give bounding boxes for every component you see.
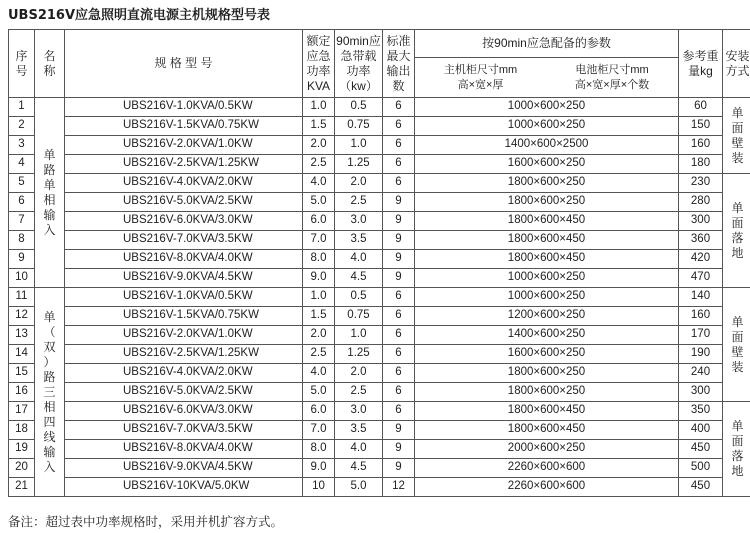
- load-power-cell: 1.25: [335, 345, 383, 364]
- model-cell: UBS216V-8.0KVA/4.0KW: [65, 440, 303, 459]
- rated-power-cell: 4.0: [303, 174, 335, 193]
- load-power-cell: 4.5: [335, 459, 383, 478]
- install-method-text: 单 面 落 地: [731, 200, 744, 260]
- table-row: [9, 440, 750, 459]
- model-cell: UBS216V-9.0KVA/4.5KW: [65, 459, 303, 478]
- cabinet-size-cell: 1800×600×450: [415, 231, 679, 250]
- header-battery-size: [575, 63, 649, 93]
- model-cell: UBS216V-10KVA/5.0KW: [65, 478, 303, 497]
- install-method-text: 单 面 落 地: [731, 419, 744, 478]
- load-power-cell: 0.5: [335, 288, 383, 307]
- cabinet-size-cell: 1200×600×250: [415, 307, 679, 326]
- outputs-cell: 6: [383, 383, 415, 402]
- cabinet-size-cell: 1800×600×250: [415, 383, 679, 402]
- weight-cell: 280: [679, 193, 723, 212]
- outputs-cell: 9: [383, 193, 415, 212]
- install-method: [723, 288, 750, 402]
- outputs-cell: 6: [383, 364, 415, 383]
- table-row: [9, 155, 750, 174]
- outputs-cell: 6: [383, 307, 415, 326]
- row-number: 1: [9, 98, 35, 117]
- outputs-cell: 6: [383, 345, 415, 364]
- load-power-cell: 0.5: [335, 98, 383, 117]
- table-row: [9, 383, 750, 402]
- cabinet-size-cell: 1000×600×250: [415, 269, 679, 288]
- table-row: [9, 117, 750, 136]
- table-row: [9, 269, 750, 288]
- footnote: 备注：超过表中功率规格时，采用并机扩容方式。: [8, 514, 284, 529]
- outputs-cell: 9: [383, 459, 415, 478]
- table-row: [9, 459, 750, 478]
- header-battery-size-line1: 电池柜尺寸mm: [575, 63, 649, 76]
- install-method-text: 单 面 壁 装: [731, 314, 744, 374]
- table-body: [9, 98, 750, 497]
- load-power-cell: 3.0: [335, 402, 383, 421]
- table-row: [9, 193, 750, 212]
- install-method: [723, 98, 750, 174]
- table-row: [9, 478, 750, 497]
- weight-cell: 230: [679, 174, 723, 193]
- model-cell: UBS216V-1.5KVA/0.75KW: [65, 117, 303, 136]
- weight-cell: 500: [679, 459, 723, 478]
- weight-cell: 300: [679, 212, 723, 231]
- load-power-cell: 1.25: [335, 155, 383, 174]
- row-number: 19: [9, 440, 35, 459]
- model-cell: UBS216V-6.0KVA/3.0KW: [65, 402, 303, 421]
- header-outputs: [383, 30, 415, 98]
- table-row: [9, 98, 750, 117]
- load-power-cell: 0.75: [335, 307, 383, 326]
- header-host-size-line1: 主机柜尺寸mm: [443, 63, 518, 76]
- install-method: [723, 402, 750, 497]
- model-cell: UBS216V-1.5KVA/0.75KW: [65, 307, 303, 326]
- row-number: 18: [9, 421, 35, 440]
- header-load-text: 90min应 急带载功率 （kw）: [336, 33, 381, 93]
- rated-power-cell: 4.0: [303, 364, 335, 383]
- group-name: [35, 288, 65, 497]
- cabinet-size-cell: 1800×600×450: [415, 250, 679, 269]
- cabinet-size-cell: 1000×600×250: [415, 117, 679, 136]
- weight-cell: 470: [679, 269, 723, 288]
- weight-cell: 350: [679, 402, 723, 421]
- load-power-cell: 4.0: [335, 440, 383, 459]
- table-row: [9, 250, 750, 269]
- row-number: 11: [9, 288, 35, 307]
- header-seq-text: 序 号: [15, 48, 28, 78]
- row-number: 21: [9, 478, 35, 497]
- outputs-cell: 6: [383, 174, 415, 193]
- cabinet-size-cell: 1800×600×450: [415, 212, 679, 231]
- cabinet-size-cell: 2260×600×600: [415, 459, 679, 478]
- table-row: [9, 136, 750, 155]
- model-cell: UBS216V-2.0KVA/1.0KW: [65, 326, 303, 345]
- cabinet-size-cell: 1600×600×250: [415, 155, 679, 174]
- cabinet-size-cell: 1800×600×450: [415, 402, 679, 421]
- rated-power-cell: 2.5: [303, 155, 335, 174]
- row-number: 8: [9, 231, 35, 250]
- rated-power-cell: 1.5: [303, 307, 335, 326]
- weight-cell: 140: [679, 288, 723, 307]
- load-power-cell: 4.5: [335, 269, 383, 288]
- rated-power-cell: 8.0: [303, 440, 335, 459]
- row-number: 20: [9, 459, 35, 478]
- rated-power-cell: 2.0: [303, 326, 335, 345]
- cabinet-size-cell: 1800×600×250: [415, 364, 679, 383]
- outputs-cell: 12: [383, 478, 415, 497]
- rated-power-cell: 6.0: [303, 212, 335, 231]
- rated-power-cell: 5.0: [303, 383, 335, 402]
- model-cell: UBS216V-5.0KVA/2.5KW: [65, 383, 303, 402]
- row-number: 17: [9, 402, 35, 421]
- outputs-cell: 6: [383, 136, 415, 155]
- cabinet-size-cell: 1000×600×250: [415, 98, 679, 117]
- weight-cell: 420: [679, 250, 723, 269]
- header-size-subgroup: [415, 58, 679, 98]
- model-cell: UBS216V-7.0KVA/3.5KW: [65, 421, 303, 440]
- header-rated: [303, 30, 335, 98]
- weight-cell: 450: [679, 440, 723, 459]
- table-row: [9, 212, 750, 231]
- install-method-text: 单 面 壁 装: [731, 105, 744, 165]
- outputs-cell: 6: [383, 117, 415, 136]
- model-cell: UBS216V-7.0KVA/3.5KW: [65, 231, 303, 250]
- outputs-cell: 6: [383, 288, 415, 307]
- rated-power-cell: 2.5: [303, 345, 335, 364]
- weight-cell: 360: [679, 231, 723, 250]
- cabinet-size-cell: 1400×600×2500: [415, 136, 679, 155]
- load-power-cell: 1.0: [335, 326, 383, 345]
- model-cell: UBS216V-6.0KVA/3.0KW: [65, 212, 303, 231]
- header-install-text: 安装 方式: [725, 48, 750, 78]
- load-power-cell: 1.0: [335, 136, 383, 155]
- header-seq: [9, 30, 35, 98]
- weight-cell: 190: [679, 345, 723, 364]
- table-row: [9, 231, 750, 250]
- rated-power-cell: 6.0: [303, 402, 335, 421]
- cabinet-size-cell: 1400×600×250: [415, 326, 679, 345]
- cabinet-size-cell: 1800×600×450: [415, 421, 679, 440]
- weight-cell: 170: [679, 326, 723, 345]
- header-outputs-text: 标准 最大 输出 数: [386, 33, 411, 93]
- model-cell: UBS216V-4.0KVA/2.0KW: [65, 364, 303, 383]
- load-power-cell: 3.5: [335, 231, 383, 250]
- table-row: [9, 307, 750, 326]
- cabinet-size-cell: 2260×600×600: [415, 478, 679, 497]
- header-model: 规 格 型 号: [65, 30, 303, 98]
- weight-cell: 150: [679, 117, 723, 136]
- row-number: 12: [9, 307, 35, 326]
- row-number: 2: [9, 117, 35, 136]
- table-row: [9, 402, 750, 421]
- outputs-cell: 9: [383, 421, 415, 440]
- outputs-cell: 9: [383, 212, 415, 231]
- outputs-cell: 6: [383, 326, 415, 345]
- table-title: UBS216V应急照明直流电源主机规格型号表: [8, 8, 271, 23]
- model-cell: UBS216V-2.5KVA/1.25KW: [65, 155, 303, 174]
- rated-power-cell: 7.0: [303, 231, 335, 250]
- header-battery-size-line2: 高×宽×厚×个数: [574, 78, 650, 91]
- cabinet-size-cell: 1000×600×250: [415, 288, 679, 307]
- header-rated-text: 额定 应急 功率 KVA: [306, 33, 331, 93]
- cabinet-size-cell: 1800×600×250: [415, 174, 679, 193]
- outputs-cell: 9: [383, 250, 415, 269]
- rated-power-cell: 1.5: [303, 117, 335, 136]
- group-name-text: 单 路 单 相 输 入: [43, 147, 56, 237]
- model-cell: UBS216V-2.5KVA/1.25KW: [65, 345, 303, 364]
- table-row: [9, 345, 750, 364]
- spec-table: [8, 29, 750, 497]
- group-name: [35, 98, 65, 288]
- outputs-cell: 9: [383, 231, 415, 250]
- row-number: 5: [9, 174, 35, 193]
- table-row: [9, 326, 750, 345]
- model-cell: UBS216V-1.0KVA/0.5KW: [65, 288, 303, 307]
- model-cell: UBS216V-8.0KVA/4.0KW: [65, 250, 303, 269]
- load-power-cell: 2.5: [335, 383, 383, 402]
- rated-power-cell: 5.0: [303, 193, 335, 212]
- header-host-size: [444, 63, 517, 93]
- load-power-cell: 4.0: [335, 250, 383, 269]
- weight-cell: 180: [679, 155, 723, 174]
- header-weight: [679, 30, 723, 98]
- cabinet-size-cell: 1600×600×250: [415, 345, 679, 364]
- model-cell: UBS216V-1.0KVA/0.5KW: [65, 98, 303, 117]
- model-cell: UBS216V-9.0KVA/4.5KW: [65, 269, 303, 288]
- load-power-cell: 3.0: [335, 212, 383, 231]
- table-row: [9, 288, 750, 307]
- weight-cell: 300: [679, 383, 723, 402]
- outputs-cell: 6: [383, 155, 415, 174]
- weight-cell: 450: [679, 478, 723, 497]
- header-host-size-line2: 高×宽×厚: [457, 78, 504, 91]
- rated-power-cell: 10: [303, 478, 335, 497]
- group-name-text: 单 （ 双 ） 路 三 相 四 线 输 入: [43, 309, 56, 474]
- row-number: 13: [9, 326, 35, 345]
- rated-power-cell: 9.0: [303, 269, 335, 288]
- load-power-cell: 0.75: [335, 117, 383, 136]
- row-number: 16: [9, 383, 35, 402]
- load-power-cell: 5.0: [335, 478, 383, 497]
- rated-power-cell: 1.0: [303, 288, 335, 307]
- row-number: 9: [9, 250, 35, 269]
- row-number: 3: [9, 136, 35, 155]
- header-install: [723, 30, 750, 98]
- load-power-cell: 2.0: [335, 174, 383, 193]
- row-number: 4: [9, 155, 35, 174]
- outputs-cell: 6: [383, 402, 415, 421]
- weight-cell: 240: [679, 364, 723, 383]
- header-weight-text: 参考重 量kg: [682, 48, 719, 78]
- cabinet-size-cell: 1800×600×250: [415, 193, 679, 212]
- header-name-text: 名 称: [43, 48, 56, 78]
- weight-cell: 160: [679, 307, 723, 326]
- row-number: 15: [9, 364, 35, 383]
- rated-power-cell: 2.0: [303, 136, 335, 155]
- load-power-cell: 2.0: [335, 364, 383, 383]
- model-cell: UBS216V-5.0KVA/2.5KW: [65, 193, 303, 212]
- weight-cell: 160: [679, 136, 723, 155]
- weight-cell: 400: [679, 421, 723, 440]
- outputs-cell: 9: [383, 440, 415, 459]
- weight-cell: 60: [679, 98, 723, 117]
- outputs-cell: 6: [383, 98, 415, 117]
- outputs-cell: 9: [383, 269, 415, 288]
- rated-power-cell: 8.0: [303, 250, 335, 269]
- rated-power-cell: 9.0: [303, 459, 335, 478]
- model-cell: UBS216V-2.0KVA/1.0KW: [65, 136, 303, 155]
- table-row: [9, 421, 750, 440]
- row-number: 6: [9, 193, 35, 212]
- rated-power-cell: 1.0: [303, 98, 335, 117]
- model-cell: UBS216V-4.0KVA/2.0KW: [65, 174, 303, 193]
- header-name: [35, 30, 65, 98]
- table-row: [9, 174, 750, 193]
- row-number: 14: [9, 345, 35, 364]
- row-number: 10: [9, 269, 35, 288]
- load-power-cell: 3.5: [335, 421, 383, 440]
- cabinet-size-cell: 2000×600×250: [415, 440, 679, 459]
- row-number: 7: [9, 212, 35, 231]
- install-method: [723, 174, 750, 288]
- header-load: [335, 30, 383, 98]
- header-param-group: 按90min应急配备的参数: [415, 30, 679, 58]
- table-row: [9, 364, 750, 383]
- load-power-cell: 2.5: [335, 193, 383, 212]
- rated-power-cell: 7.0: [303, 421, 335, 440]
